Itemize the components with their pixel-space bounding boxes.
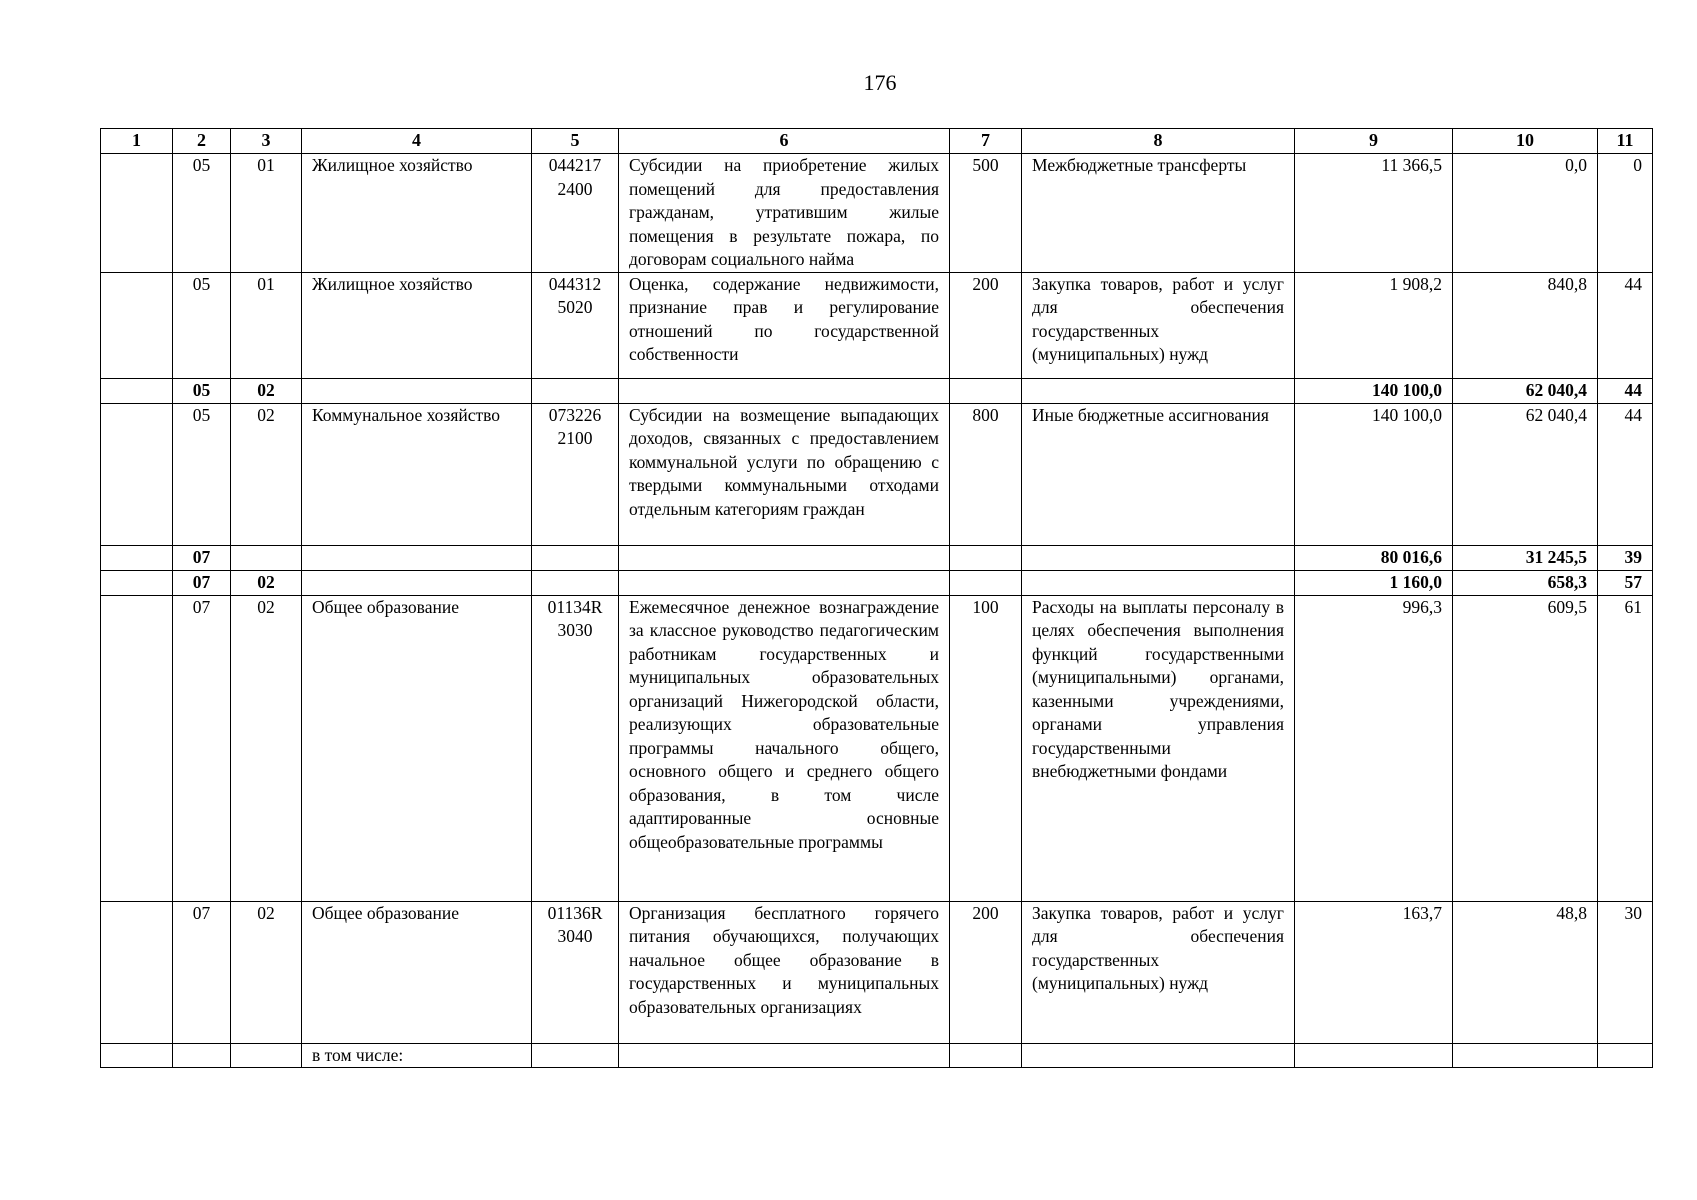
cell-section: 07 [173,545,231,570]
header-col-8: 8 [1022,129,1295,154]
cell-percent: 44 [1598,272,1653,378]
cell-section-name: Общее образование [302,595,532,901]
cell-percent: 39 [1598,545,1653,570]
header-col-6: 6 [619,129,950,154]
note-row [101,1043,1653,1068]
cell-executed: 62 040,4 [1453,378,1598,403]
cell-planned: 80 016,6 [1295,545,1453,570]
cell-section-name: Общее образование [302,901,532,1043]
cell-subsection [231,545,302,570]
cell-section-name [302,545,532,570]
table-row [101,595,1653,901]
cell-col-1 [101,272,173,378]
cell-target-name [619,570,950,595]
cell-planned [1295,1043,1453,1068]
cell-section-name: Жилищное хозяйство [302,154,532,273]
header-col-1: 1 [101,129,173,154]
cell-col-1 [101,901,173,1043]
cell-target-code: 01134R 3030 [532,595,619,901]
page-number: 176 [863,70,897,95]
cell-section-name [302,570,532,595]
cell-percent: 61 [1598,595,1653,901]
cell-subsection: 02 [231,403,302,545]
cell-target-name [619,545,950,570]
cell-target-code: 073226 2100 [532,403,619,545]
header-col-7: 7 [950,129,1022,154]
cell-percent: 57 [1598,570,1653,595]
cell-executed: 609,5 [1453,595,1598,901]
budget-table [100,128,1653,1068]
cell-target-name: Оценка, содержание недвижимости, признание прав и регулирование отношений по государственной собственности [619,272,950,378]
cell-section: 05 [173,403,231,545]
cell-target-name: Организация бесплатного горячего питания обучающихся, получающих начальное общее образование в государственных и муниципальных образовательных организациях [619,901,950,1043]
cell-expense-name: Закупка товаров, работ и услуг для обеспечения государственных (муниципальных) нужд [1022,272,1295,378]
cell-subsection: 01 [231,272,302,378]
cell-planned: 996,3 [1295,595,1453,901]
cell-subsection: 02 [231,570,302,595]
cell-section-name: Коммунальное хозяйство [302,403,532,545]
cell-expense-name [1022,570,1295,595]
cell-target-name: Субсидии на приобретение жилых помещений для предоставления гражданам, утратившим жилые помещения в результате пожара, по договорам социального найма [619,154,950,273]
cell-planned: 1 908,2 [1295,272,1453,378]
cell-subsection: 02 [231,901,302,1043]
cell-target-code [532,378,619,403]
cell-subsection: 02 [231,595,302,901]
cell-expense-type: 100 [950,595,1022,901]
cell-section: 07 [173,901,231,1043]
cell-executed: 0,0 [1453,154,1598,273]
cell-target-name [619,1043,950,1068]
cell-executed: 658,3 [1453,570,1598,595]
cell-target-code: 044217 2400 [532,154,619,273]
cell-percent [1598,1043,1653,1068]
subtotal-row [101,378,1653,403]
cell-subsection: 02 [231,378,302,403]
cell-subsection [231,1043,302,1068]
cell-expense-type: 200 [950,901,1022,1043]
cell-executed: 62 040,4 [1453,403,1598,545]
cell-expense-type: 200 [950,272,1022,378]
cell-section [173,1043,231,1068]
subtotal-row [101,570,1653,595]
cell-planned: 11 366,5 [1295,154,1453,273]
cell-col-1 [101,595,173,901]
cell-section-name [302,378,532,403]
cell-section: 07 [173,595,231,901]
cell-executed: 840,8 [1453,272,1598,378]
cell-target-code: 044312 5020 [532,272,619,378]
table-row [101,272,1653,378]
cell-expense-type [950,545,1022,570]
header-col-10: 10 [1453,129,1598,154]
cell-target-name: Ежемесячное денежное вознаграждение за классное руководство педагогическим работникам государственных и муниципальных образовательных организаций Нижегородской области, реализующих образовательные программы начального общего, основного общего и среднего общего образования, в том числе адаптированные основные общеобразовательные программы [619,595,950,901]
cell-planned: 1 160,0 [1295,570,1453,595]
cell-subsection: 01 [231,154,302,273]
cell-expense-name [1022,1043,1295,1068]
cell-section: 07 [173,570,231,595]
cell-executed: 48,8 [1453,901,1598,1043]
cell-expense-name: Закупка товаров, работ и услуг для обеспечения государственных (муниципальных) нужд [1022,901,1295,1043]
cell-col-1 [101,403,173,545]
cell-expense-name [1022,545,1295,570]
cell-col-1 [101,545,173,570]
cell-section: 05 [173,154,231,273]
cell-target-name [619,378,950,403]
cell-col-1 [101,1043,173,1068]
cell-col-1 [101,154,173,273]
cell-col-1 [101,570,173,595]
cell-expense-name: Расходы на выплаты персоналу в целях обеспечения выполнения функций государственными (муниципальными) органами, казенными учреждениями, органами управления государственными внебюджетными фондами [1022,595,1295,901]
cell-planned: 140 100,0 [1295,403,1453,545]
header-col-5: 5 [532,129,619,154]
header-col-4: 4 [302,129,532,154]
cell-section-name: Жилищное хозяйство [302,272,532,378]
table-row [101,901,1653,1043]
cell-section: 05 [173,378,231,403]
cell-planned: 163,7 [1295,901,1453,1043]
cell-expense-type [950,378,1022,403]
cell-expense-name: Межбюджетные трансферты [1022,154,1295,273]
cell-percent: 44 [1598,378,1653,403]
cell-target-name: Субсидии на возмещение выпадающих доходов, связанных с предоставлением коммунальной услуги по обращению с твердыми коммунальными отходами отдельным категориям граждан [619,403,950,545]
cell-planned: 140 100,0 [1295,378,1453,403]
cell-expense-type [950,1043,1022,1068]
cell-col-1 [101,378,173,403]
cell-expense-type: 500 [950,154,1022,273]
cell-expense-type: 800 [950,403,1022,545]
cell-expense-type [950,570,1022,595]
cell-target-code [532,1043,619,1068]
cell-target-code [532,545,619,570]
table-row [101,403,1653,545]
cell-percent: 0 [1598,154,1653,273]
header-col-11: 11 [1598,129,1653,154]
cell-expense-name: Иные бюджетные ассигнования [1022,403,1295,545]
cell-target-code [532,570,619,595]
header-col-9: 9 [1295,129,1453,154]
cell-percent: 30 [1598,901,1653,1043]
header-row [101,129,1653,154]
subtotal-row [101,545,1653,570]
cell-section-name: в том числе: [302,1043,532,1068]
cell-expense-name [1022,378,1295,403]
cell-section: 05 [173,272,231,378]
cell-percent: 44 [1598,403,1653,545]
header-col-3: 3 [231,129,302,154]
table-row [101,154,1653,273]
cell-executed [1453,1043,1598,1068]
cell-executed: 31 245,5 [1453,545,1598,570]
cell-target-code: 01136R 3040 [532,901,619,1043]
header-col-2: 2 [173,129,231,154]
